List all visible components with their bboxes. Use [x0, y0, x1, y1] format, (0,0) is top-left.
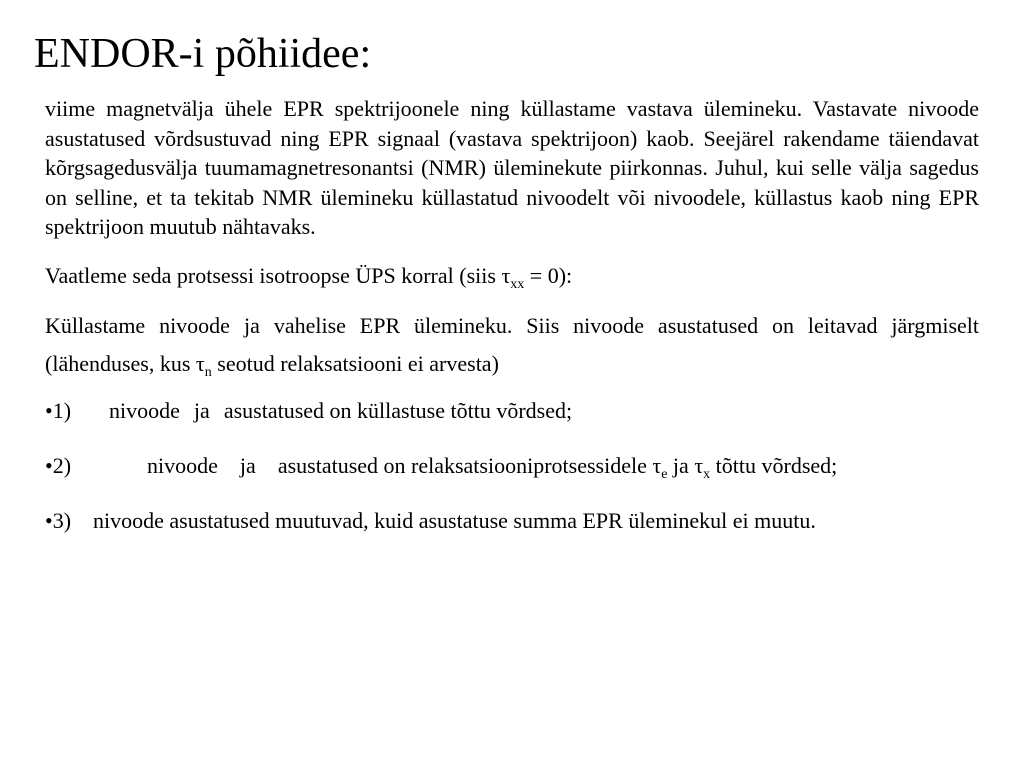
bullet-3-number: •3) [45, 508, 72, 533]
bullet-1-text-b: ja [193, 398, 210, 423]
slide-body [45, 94, 979, 540]
bullet-1-text-a: nivoode [109, 398, 180, 423]
process-paragraph [45, 261, 979, 291]
saturation-text-c: vahelise EPR ülemineku. Siis nivoode asustatused on leitavad järgmiselt (lähenduses, kus [45, 313, 979, 376]
tau-subscript: x [703, 467, 711, 482]
process-text: Vaatleme seda protsessi isotroopse ÜPS korral (siis [45, 262, 502, 288]
bullet-2-text-d: tõttu võrdsed; [710, 453, 838, 478]
tau-subscript: xx [510, 276, 525, 292]
bullet-1 [45, 392, 979, 430]
saturation-text-d: seotud relaksatsiooni ei arvesta) [211, 351, 499, 376]
bullet-2-text-c: asustatused on relaksatsiooniprotsessidele [277, 453, 653, 478]
tau-subscript: e [661, 467, 668, 482]
process-end: = 0): [524, 262, 573, 288]
tau-symbol: τ [694, 453, 704, 478]
tau-symbol: τ [652, 453, 662, 478]
saturation-text-a: Küllastame nivoode [45, 313, 230, 338]
saturation-text-b: ja [243, 313, 260, 338]
tau-symbol: τ [501, 262, 511, 288]
bullet-3-text: nivoode asustatused muutuvad, kuid asustatuse summa EPR üleminekul ei muutu. [93, 508, 816, 533]
bullet-2-number: •2) [45, 453, 72, 478]
bullet-2-and: ja [667, 453, 695, 478]
bullet-3 [45, 502, 979, 540]
slide-title: ENDOR-i põhiidee: [34, 31, 372, 77]
bullet-1-text-c: asustatused on küllastuse tõttu võrdsed; [223, 398, 573, 423]
tau-symbol: τ [195, 351, 205, 376]
intro-paragraph: viime magnetvälja ühele EPR spektrijoonele ning küllastame vastava ülemineku. Vastavate nivoode asustatused võrdsustuvad ning EPR signaal (vastava spektrijoon) kaob. Seejärel rakendame täiendavat kõrgsagedusvälja tuumamagnetresonantsi (NMR) üleminekute piirkonnas. Juhul, kui selle välja sagedus on selline, et ta tekitab NMR ülemineku küllastatud nivoodelt või nivoodele, küllastus kaob ning EPR spektrijoon muutub nähtavaks. [45, 96, 979, 239]
tau-subscript: n [204, 365, 212, 380]
bullet-2-text-b: ja [239, 453, 256, 478]
bullet-2 [45, 447, 979, 485]
bullet-1-number: •1) [45, 398, 72, 423]
bullet-2-text-a: nivoode [147, 453, 218, 478]
saturation-paragraph [45, 307, 979, 383]
